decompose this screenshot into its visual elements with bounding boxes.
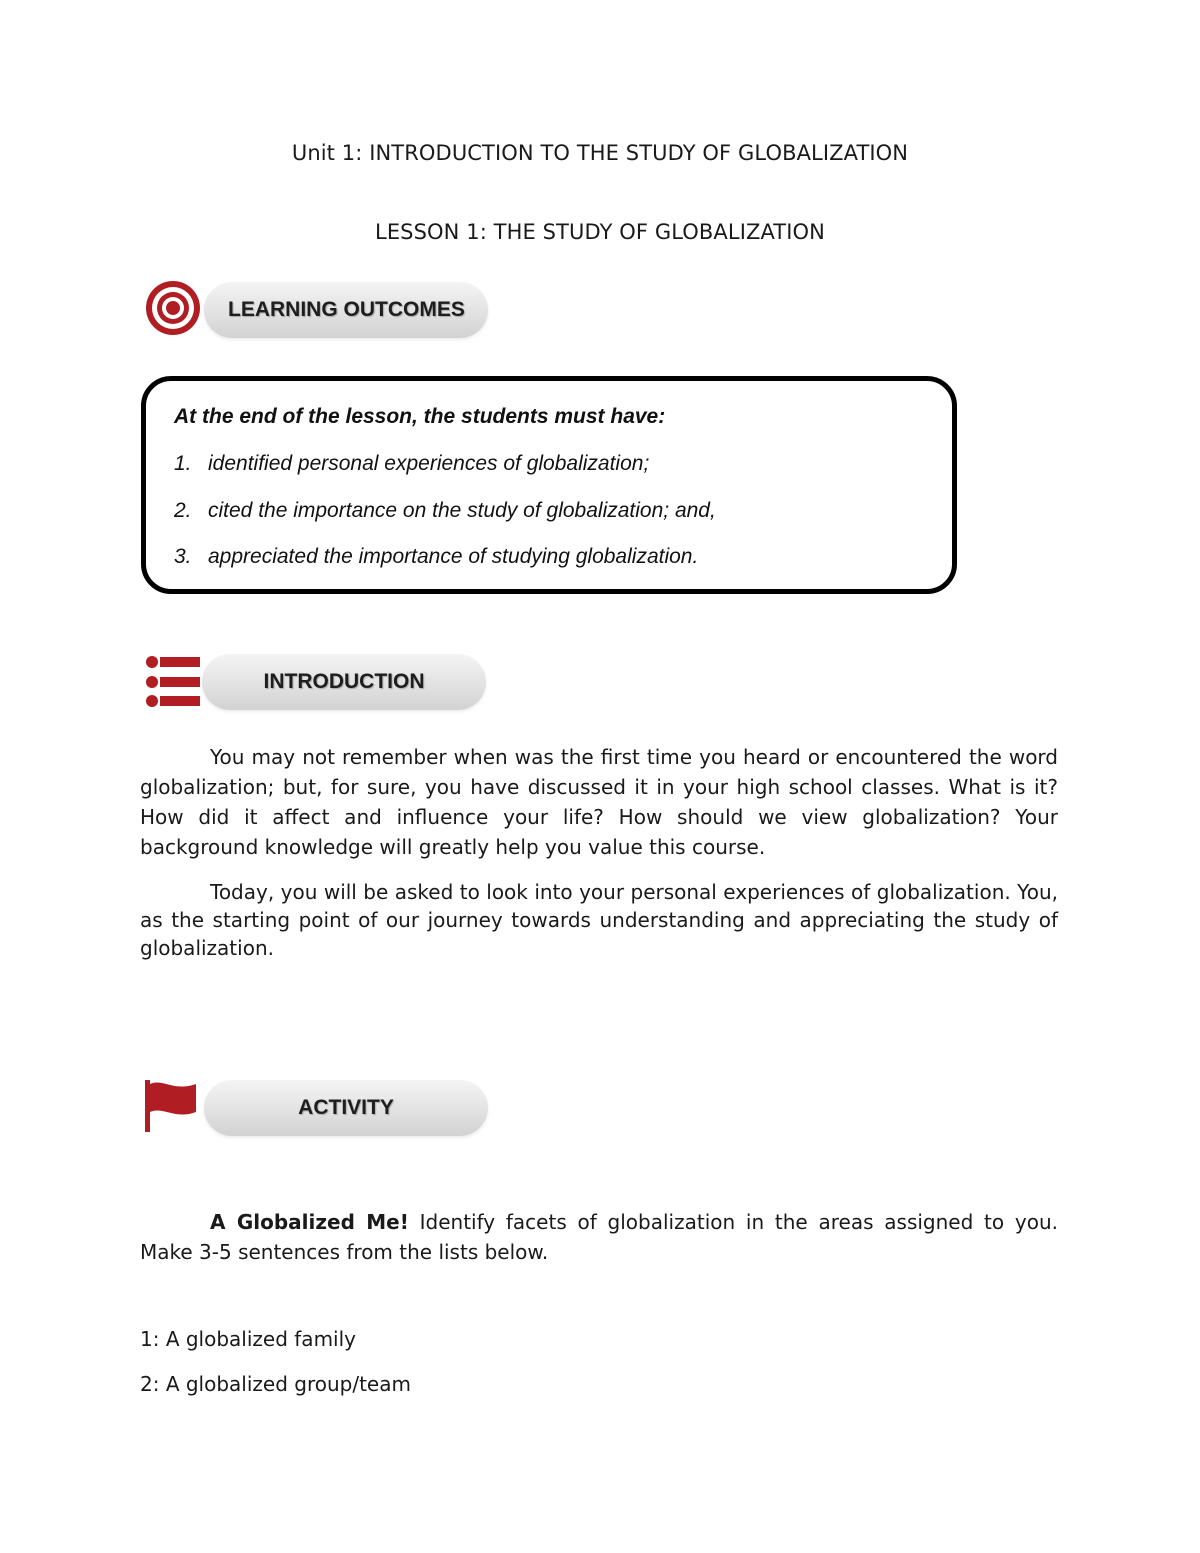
outcome-number: 1. (174, 452, 192, 475)
flag-icon (140, 1076, 204, 1140)
outcome-item (174, 499, 716, 523)
intro-paragraph-1-text: You may not remember when was the first time you heard or encountered the word globalization; but, for sure, you have discussed it in your high school classes. What is it? How did it affect and influence your life? How should we view globalization? Your background knowledge will greatly help you value this course. (140, 745, 1058, 859)
learning-outcomes-header (140, 278, 500, 342)
outcome-item (174, 545, 698, 569)
activity-heading: ACTIVITY (204, 1080, 488, 1136)
outcomes-lead: At the end of the lesson, the students must have: (174, 405, 666, 428)
introduction-heading: INTRODUCTION (202, 654, 486, 710)
outcomes-box (141, 376, 957, 594)
intro-paragraph-2 (140, 878, 1058, 962)
activity-bold-lead: A Globalized Me! (210, 1210, 409, 1234)
learning-outcomes-heading: LEARNING OUTCOMES (204, 282, 488, 338)
activity-header (140, 1076, 500, 1140)
outcome-number: 3. (174, 545, 192, 568)
activity-instruction: Identify facets of globalization in the areas assigned to you. Make 3-5 sentences from the lists below. (140, 1210, 1058, 1264)
outcome-item (174, 452, 649, 476)
outcome-number: 2. (174, 499, 192, 522)
intro-paragraph-1 (140, 742, 1058, 862)
list-icon (140, 650, 204, 714)
outcome-text: appreciated the importance of studying globalization. (208, 545, 699, 568)
target-icon (140, 278, 204, 342)
unit-title: Unit 1: INTRODUCTION TO THE STUDY OF GLOBALIZATION (291, 141, 909, 165)
outcome-text: identified personal experiences of globalization; (208, 452, 650, 475)
intro-paragraph-2-text: Today, you will be asked to look into your personal experiences of globalization. You, as the starting point of our journey towards understanding and appreciating the study of globalization. (140, 880, 1058, 960)
outcome-text: cited the importance on the study of globalization; and, (208, 499, 716, 522)
activity-paragraph (140, 1207, 1058, 1267)
introduction-header (140, 650, 500, 714)
activity-list-item: 1: A globalized family (140, 1327, 356, 1351)
lesson-title: LESSON 1: THE STUDY OF GLOBALIZATION (375, 220, 825, 244)
activity-list-item: 2: A globalized group/team (140, 1372, 411, 1396)
